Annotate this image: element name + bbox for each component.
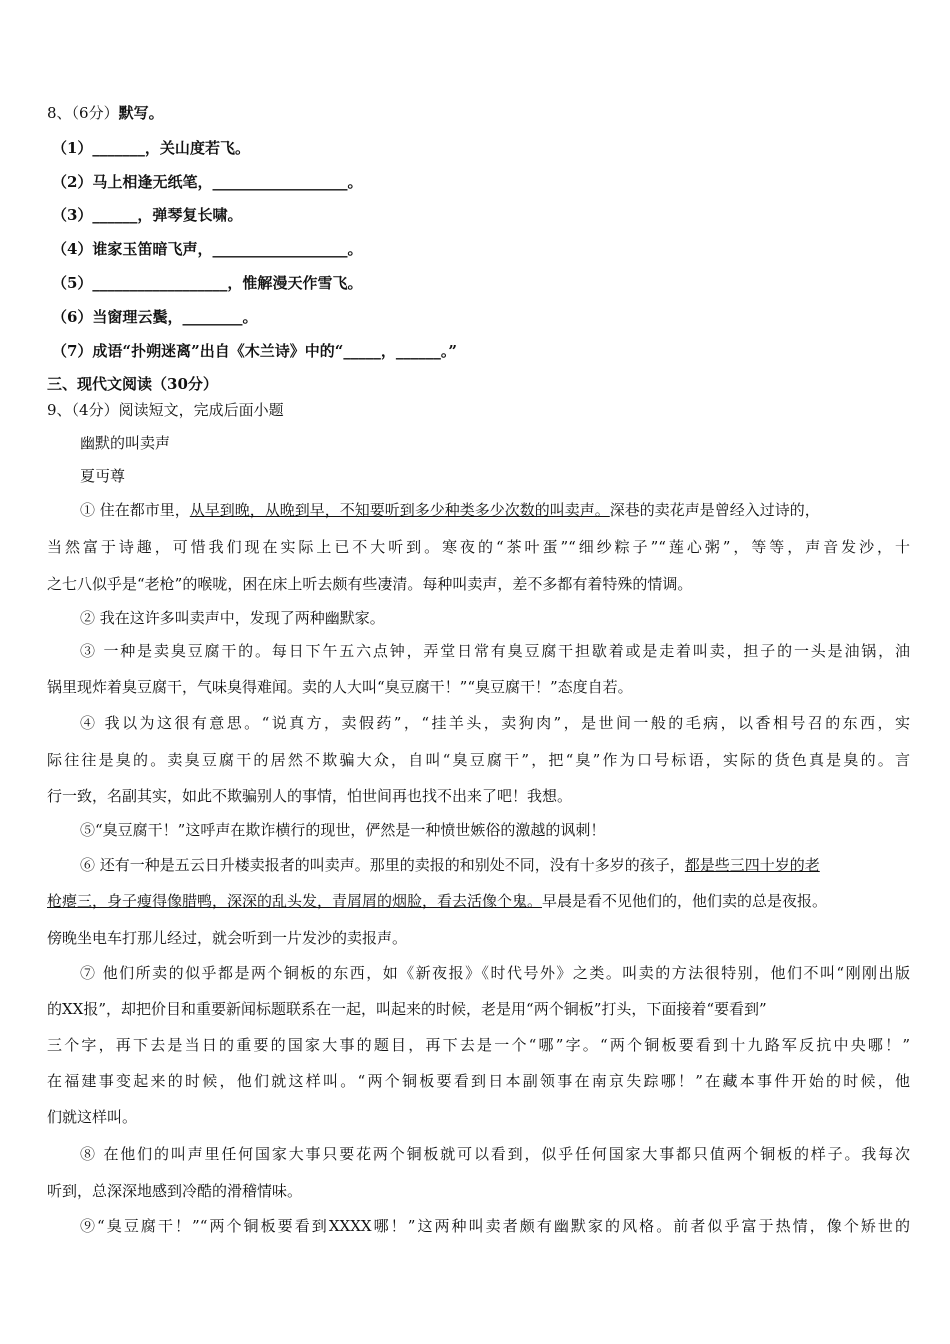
p6-text-a: ⑥ 还有一种是五云日升楼卖报者的叫卖声。那里的卖报的和别处不同，没有十多岁的孩子，: [80, 856, 685, 874]
p7-line-3: 三个字，再下去是当日的重要的国家大事的题目，再下去是一个“哪”字。“两个铜板要看到十九路军反抗中央哪！”: [47, 1036, 910, 1054]
q9-title: 9、（4分）阅读短文，完成后面小题: [47, 401, 284, 419]
q8-item-5: （5）__________________，惟解漫天作雪飞。: [52, 274, 363, 292]
p8-line-2: 听到，总深深地感到冷酷的滑稽情味。: [47, 1182, 303, 1200]
q8-item-3: （3）______，弹琴复长啸。: [52, 206, 243, 224]
p7-line-2: 的XX报”，却把价目和重要新闻标题联系在一起，叫起来的时候，老是用“两个铜板”打头，下面接着“要看到”: [47, 1000, 767, 1018]
p5-line-1: ⑤“臭豆腐干！”这呼声在欺诈横行的现世，俨然是一种愤世嫉俗的激越的讽刺！: [80, 821, 606, 839]
article-author: 夏丏尊: [80, 467, 126, 485]
p1-underlined: 从早到晚，从晚到早，不知要听到多少种类多少次数的叫卖声。: [189, 501, 610, 519]
p6-underlined-2: 枪瘪三，身子瘦得像腊鸭，深深的乱头发，青屑屑的烟脸，看去活像个鬼。: [47, 892, 543, 910]
p9-line-1: ⑨“臭豆腐干！”“两个铜板要看到XXXX哪！”这两种叫卖者颇有幽默家的风格。前者似乎富于热情，像个矫世的: [80, 1217, 910, 1235]
p1-line-3: 之七八似乎是“老枪”的喉咙，困在床上听去颇有些凄清。每种叫卖声，差不多都有着特殊的情调。: [47, 575, 693, 593]
p6-line-2: [47, 891, 910, 911]
p8-line-1: ⑧ 在他们的叫声里任何国家大事只要花两个铜板就可以看到，似乎任何国家大事都只值两个铜板的样子。我每次: [80, 1145, 910, 1163]
q8-item-2: （2）马上相逢无纸笔，__________________。: [52, 173, 363, 191]
p3-line-1: ③ 一种是卖臭豆腐干的。每日下午五六点钟，弄堂日常有臭豆腐干担歇着或是走着叫卖，担子的一头是油锅，油: [80, 642, 910, 660]
p1-line-1: [80, 500, 910, 520]
p6-line-3: 傍晚坐电车打那儿经过，就会听到一片发沙的卖报声。: [47, 929, 408, 947]
q8-title: [47, 103, 910, 123]
p4-line-1: ④ 我以为这很有意思。“说真方，卖假药”，“挂羊头，卖狗肉”，是世间一般的毛病，以香相号召的东西，实: [80, 714, 910, 732]
section3-title: 三、现代文阅读（30分）: [47, 375, 218, 393]
q8-item-6: （6）当窗理云鬓，________。: [52, 308, 258, 326]
q8-item-4: （4）谁家玉笛暗飞声，__________________。: [52, 240, 363, 258]
p7-line-5: 们就这样叫。: [47, 1108, 138, 1126]
q8-item-7: （7）成语“扑朔迷离”出自《木兰诗》中的“_____，______。”: [52, 342, 457, 360]
p6-underlined-1: 都是些三四十岁的老: [684, 856, 820, 874]
p6-text-b: 早晨是看不见他们的，他们卖的总是夜报。: [542, 892, 828, 910]
p2-line-1: ② 我在这许多叫卖声中，发现了两种幽默家。: [80, 609, 385, 627]
p3-line-2: 锅里现炸着臭豆腐干，气味臭得难闻。卖的人大叫“臭豆腐干！”“臭豆腐干！”态度自若。: [47, 678, 633, 696]
p1-text-b: 深巷的卖花声是曾经入过诗的，: [609, 501, 820, 519]
p1-line-2: 当然富于诗趣，可惜我们现在实际上已不大听到。寒夜的“茶叶蛋”“细纱粽子”“莲心粥”，等等，声音发沙，十: [47, 538, 910, 556]
p6-line-1: [80, 855, 910, 875]
q8-title-bold: 默写。: [118, 104, 164, 122]
p4-line-3: 行一致，名副其实，如此不欺骗别人的事情，怕世间再也找不出来了吧！我想。: [47, 787, 573, 805]
q8-item-1: （1）_______，关山度若飞。: [52, 139, 250, 157]
p4-line-2: 际往往是臭的。卖臭豆腐干的居然不欺骗大众，自叫“臭豆腐干”，把“臭”作为口号标语，实际的货色真是臭的。言: [47, 751, 910, 769]
q8-title-prefix: 8、（6分）: [47, 104, 119, 122]
p1-text-a: ① 住在都市里，: [80, 501, 190, 519]
p7-line-1: ⑦ 他们所卖的似乎都是两个铜板的东西，如《新夜报》《时代号外》之类。叫卖的方法很特别，他们不叫“刚刚出版: [80, 964, 910, 982]
article-title: 幽默的叫卖声: [80, 434, 171, 452]
p7-line-4: 在福建事变起来的时候，他们就这样叫。“两个铜板要看到日本副领事在南京失踪哪！”在藏本事件开始的时候，他: [47, 1072, 910, 1090]
